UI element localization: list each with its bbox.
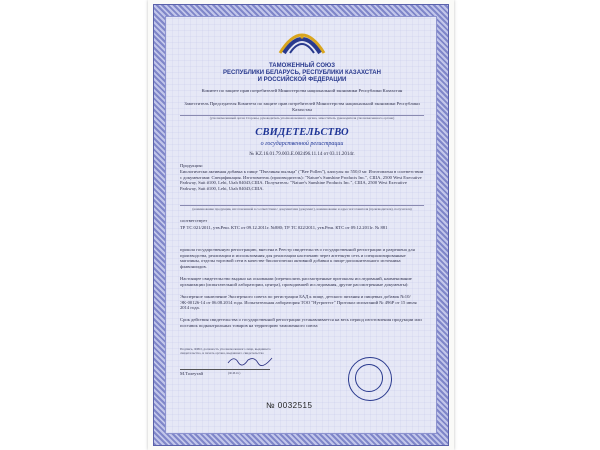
header-line-2: РЕСПУБЛИКИ БЕЛАРУСЬ, РЕСПУБЛИКИ КАЗАХСТАН: [223, 70, 381, 76]
validity-text: Срок действия свидетельства о государственной регистрации устанавливается на весь период изготовления продукции или поставок подконтрольных товаров на территорию таможенного союза: [180, 317, 422, 328]
product-caption: (наименование продукции, изготовленной в соответствии с документами (документ), наименование и адрес изготовителя (производителя), получателя): [192, 207, 412, 211]
signatory-name: М.Толеутай: [180, 371, 204, 376]
deputy-title: Заместитель Председателя Комитета по защите прав потребителей Министерства национальной экономики Республики Казахстан: [184, 101, 420, 112]
certificate-subtitle: о государственной регистрации: [260, 141, 344, 147]
signatory-caption: (Ф.И.О.): [228, 371, 241, 375]
header-line-1: ТАМОЖЕННЫЙ СОЮЗ: [269, 63, 335, 69]
certificate-paper: [165, 16, 437, 434]
serial-number: № 0032515: [266, 401, 313, 410]
divider: [180, 205, 424, 206]
expert-conclusion: Экспертное заключение Экспертного совета по регистрации БАД к пище, детского питания и пищевых добавок №10/ЭК-00126-14 от 06.08.2014 года. Испытательная лаборатория ТОО "Нутритест" Протокол испытаний № 496Р от 15 июля 2014 года.: [180, 294, 417, 311]
official-seal-icon: [348, 357, 392, 401]
requirements-label: соответствует: [180, 218, 208, 223]
certificate-number: № KZ.16.01.79.003.E.002496.11.14 от 03.11.2014г.: [249, 152, 355, 157]
eurasian-union-emblem-icon: [274, 23, 330, 61]
certificate-title: СВИДЕТЕЛЬСТВО: [255, 127, 349, 138]
authority-caption: (уполномоченный орган Стороны, руководитель уполномоченного органа, заместитель руководителя уполномоченного органа): [209, 116, 395, 120]
registration-text: прошла государственную регистрацию, внесена в Реестр свидетельств о государственной регистрации и разрешена для производства, реализации и использования для реализации населению через аптечную сеть и специализированные магазины, отделы торговой сети в качестве биологически активной добавки к пище-дополнительного источника флавоноидов.: [180, 247, 415, 269]
signature-line: [180, 369, 270, 370]
signature-position: Подпись, ФИО, должность уполномоченного лица, выдавшего свидетельство, и печать органа, выдавшего свидетельство: [180, 347, 271, 356]
product-description: Биологически активная добавка к пище "Пчелиная пыльца" ("Bee Pollen"), капсулы по 550,0 мг. Изготовлена в соответствии с документами: Спецификация. Изготовитель (производитель): "Nature's Sunshine Products Inc.", США, 2500 West Executive Parkway, Suit #100, Lehi, Utah 84043,США. Получатель: "Nature's Sunshine Products Inc.", США, 2500 West Executive Parkway, Suit #100, Lehi, Utah 84043,США.: [180, 169, 424, 191]
issued-on-text: Настоящее свидетельство выдано на основании (перечислить рассмотренные протоколы исследований, наименование организации (испытательной лаборатории, центра), проводившей исследования, другие рассмотренные документы):: [180, 276, 412, 287]
requirements-text: ТР ТС 021/2011, утв.Реш. КТС от 09.12.2011г. №880; ТР ТС 022/2011, утв.Реш. КТС от 09.12.2011г. № 881: [180, 225, 388, 230]
signature-icon: [226, 353, 276, 367]
product-label: Продукция:: [180, 163, 203, 168]
header-line-3: И РОССИЙСКОЙ ФЕДЕРАЦИИ: [257, 77, 347, 83]
committee-name: Комитет по защите прав потребителей Министерства национальной экономики Республики Казахстан: [201, 88, 403, 93]
